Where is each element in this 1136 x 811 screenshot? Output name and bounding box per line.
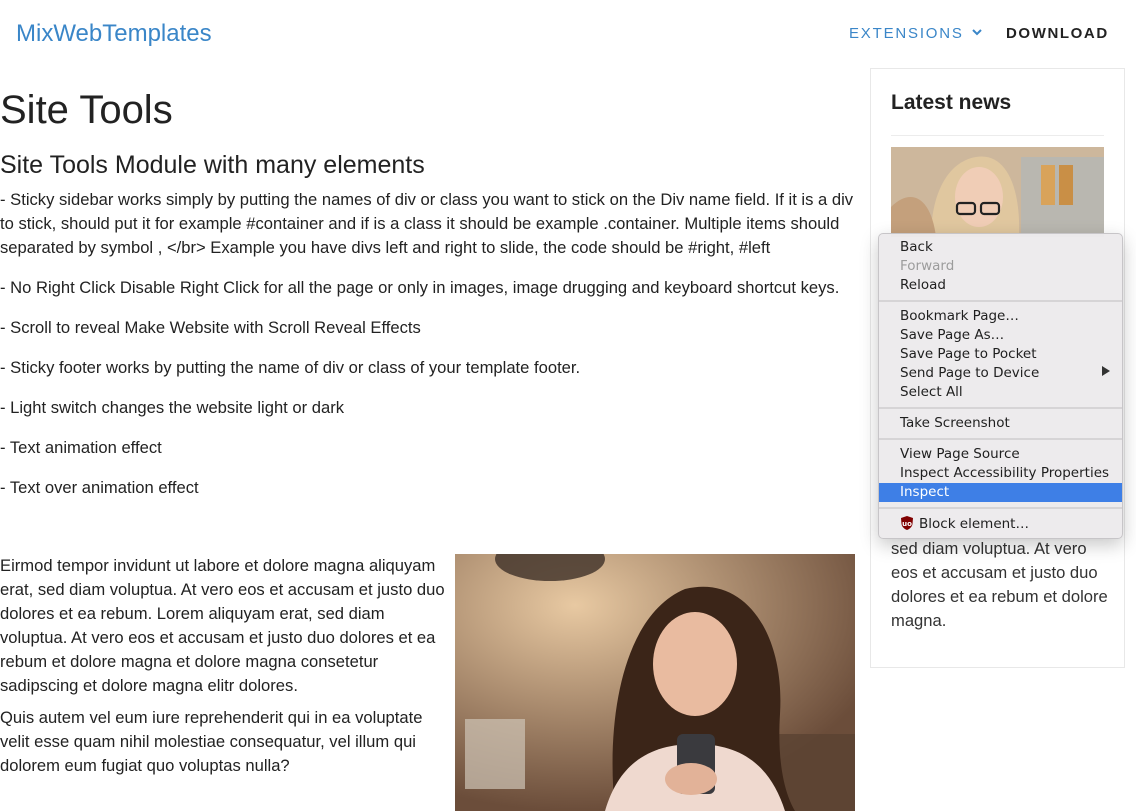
menu-separator [879, 407, 1122, 409]
menu-separator [879, 438, 1122, 440]
context-menu [878, 233, 1123, 539]
menu-item-label: Block element… [919, 516, 1029, 532]
nav-extensions[interactable] [849, 25, 982, 42]
feature-item: - No Right Click Disable Right Click for all the page or only in images, image drugging and keyboard shortcut keys. [0, 278, 840, 297]
section-subtitle: Site Tools Module with many elements [0, 151, 425, 179]
page-title: Site Tools [0, 88, 173, 132]
menu-item-view-source[interactable]: View Page Source [900, 446, 1020, 462]
woman-with-phone-photo [455, 554, 855, 811]
nav-download[interactable]: DOWNLOAD [1006, 25, 1109, 42]
menu-separator [879, 507, 1122, 509]
site-logo[interactable]: MixWebTemplates [16, 20, 212, 47]
menu-item-inspect-accessibility[interactable]: Inspect Accessibility Properties [900, 465, 1110, 481]
menu-item-inspect[interactable]: Inspect [879, 483, 1122, 502]
ublock-shield-icon [900, 516, 914, 530]
menu-item-take-screenshot[interactable]: Take Screenshot [900, 415, 1010, 431]
menu-item-save-as[interactable]: Save Page As… [900, 327, 1005, 343]
feature-item: - Sticky footer works by putting the name of div or class of your template footer. [0, 358, 581, 377]
menu-item-select-all[interactable]: Select All [900, 384, 963, 400]
feature-item: - Light switch changes the website light or dark [0, 398, 345, 417]
menu-item-label: Send Page to Device [900, 365, 1040, 381]
menu-item-reload[interactable]: Reload [900, 277, 946, 293]
feature-item: - Scroll to reveal Make Website with Scroll Reveal Effects [0, 318, 421, 337]
sidebar-news-text: sed diam voluptua. At vero eos et accusam et justo duo dolores et ea rebum et dolore magna. [891, 539, 1108, 630]
menu-item-block-element[interactable] [879, 515, 1122, 534]
nav-extensions-label: EXTENSIONS [849, 25, 964, 42]
menu-item-forward[interactable]: Forward [900, 258, 955, 274]
sidebar-title: Latest news [891, 91, 1012, 114]
divider [891, 135, 1104, 136]
body-paragraph: Quis autem vel eum iure reprehenderit qui in ea voluptate velit esse quam nihil molestiae consequatur, vel illum qui dolorem eum fugiat quo voluptas nulla? [0, 708, 423, 775]
menu-item-bookmark[interactable]: Bookmark Page… [900, 308, 1019, 324]
news-thumbnail[interactable] [891, 147, 1104, 237]
intro-paragraph: - Sticky sidebar works simply by putting the names of div or class you want to stick on the Div name field. If it is a div to stick, should put it for example #container and if is a class it should be example .container. Multiple items should separated by symbol , </br> Example you have divs left and right to slide, the code should be #right, #left [0, 190, 854, 257]
menu-item-back[interactable]: Back [900, 239, 933, 255]
feature-item: - Text animation effect [0, 438, 162, 457]
body-text-block [0, 554, 455, 778]
main-content [0, 86, 860, 500]
chevron-down-icon [972, 27, 982, 39]
body-paragraph: Eirmod tempor invidunt ut labore et dolore magna aliquyam erat, sed diam voluptua. At vero eos et accusam et justo duo dolores et ea rebum. Lorem aliquyam erat, sed diam voluptua. At vero eos et accusam et justo duo dolores et ea rebum et dolore magna et dolore magna consetetur sadipscing et dolore magna elitr dolores. [0, 556, 445, 695]
submenu-arrow-icon [1101, 364, 1110, 383]
feature-item: - Text over animation effect [0, 478, 199, 497]
menu-separator [879, 300, 1122, 302]
svg-text:uo: uo [902, 520, 912, 528]
menu-item-send-device[interactable] [879, 364, 1122, 383]
menu-item-save-pocket[interactable]: Save Page to Pocket [900, 346, 1037, 362]
